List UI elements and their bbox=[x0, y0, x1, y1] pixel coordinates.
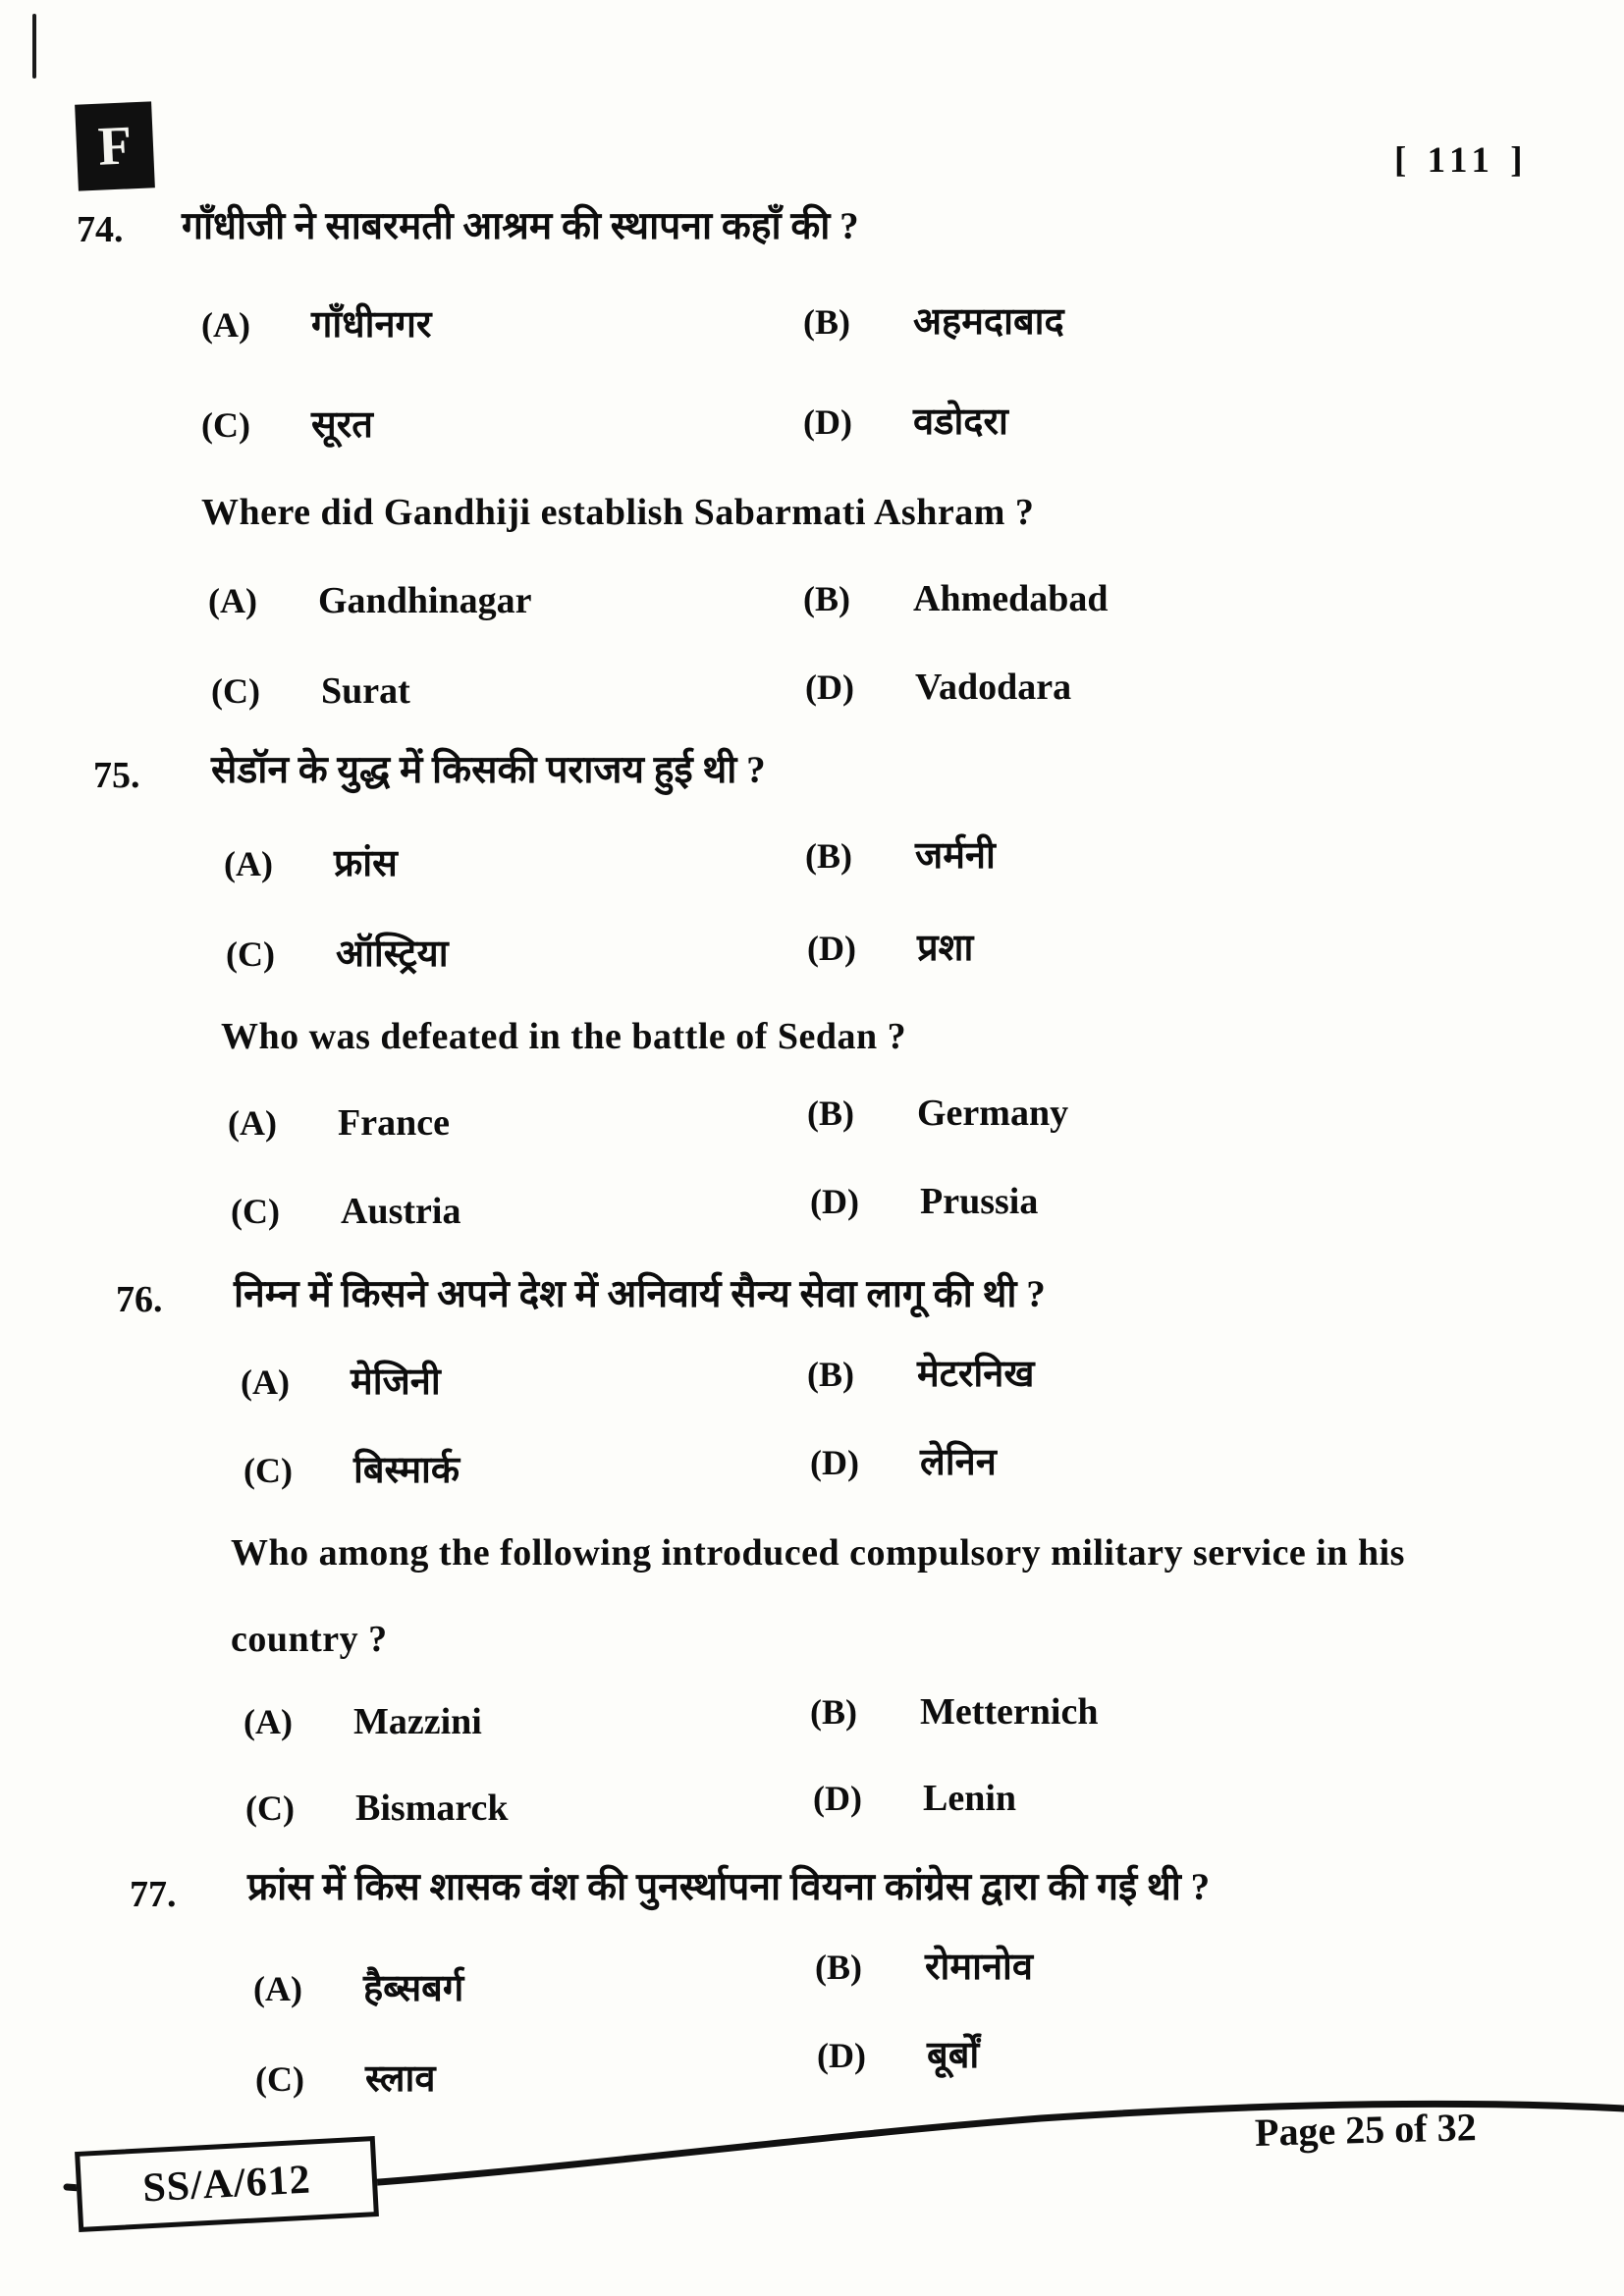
option-letter: (A) bbox=[228, 1103, 277, 1143]
option-c-english bbox=[211, 669, 410, 713]
option-letter: (A) bbox=[208, 581, 257, 620]
option-a-hindi bbox=[201, 297, 431, 348]
option-c-hindi bbox=[244, 1443, 460, 1494]
option-d-english bbox=[805, 666, 1071, 709]
option-letter: (A) bbox=[241, 1362, 290, 1402]
option-letter: (C) bbox=[245, 1789, 295, 1828]
question-number: 74. bbox=[77, 209, 124, 250]
option-letter: (B) bbox=[807, 1355, 854, 1394]
option-c-hindi bbox=[226, 927, 449, 978]
option-text: जर्मनी bbox=[915, 835, 996, 877]
option-letter: (A) bbox=[224, 844, 273, 883]
option-text: मेटरनिख bbox=[917, 1354, 1035, 1395]
option-text: Germany bbox=[917, 1093, 1069, 1134]
option-letter: (C) bbox=[211, 671, 260, 711]
option-text: Metternich bbox=[920, 1691, 1099, 1733]
form-code-label: F bbox=[96, 115, 134, 178]
option-c-hindi bbox=[201, 398, 373, 449]
option-letter: (D) bbox=[813, 1779, 862, 1818]
option-text: Gandhinagar bbox=[318, 580, 532, 621]
form-code-badge bbox=[75, 101, 155, 190]
option-letter: (B) bbox=[815, 1948, 862, 1987]
option-a-hindi bbox=[224, 836, 398, 887]
booklet-code-label: SS/A/612 bbox=[141, 2157, 312, 2212]
option-text: बूर्बों bbox=[927, 2035, 980, 2076]
option-b-english bbox=[810, 1690, 1098, 1734]
option-d-english bbox=[810, 1180, 1038, 1223]
question-text-english: Where did Gandhiji establish Sabarmati Ashram ? bbox=[201, 492, 1035, 533]
option-b-hindi bbox=[803, 294, 1064, 346]
option-letter: (D) bbox=[810, 1182, 859, 1221]
option-letter: (B) bbox=[805, 836, 852, 876]
option-b-hindi bbox=[807, 1347, 1034, 1398]
option-d-hindi bbox=[803, 395, 1008, 446]
option-d-english bbox=[813, 1777, 1016, 1820]
option-letter: (B) bbox=[810, 1692, 857, 1732]
option-text: सूरत bbox=[311, 404, 373, 446]
question-text-hindi: गाँधीजी ने साबरमती आश्रम की स्थापना कहाँ की ? bbox=[182, 205, 859, 247]
option-d-hindi bbox=[817, 2028, 979, 2079]
booklet-code-box bbox=[75, 2136, 379, 2232]
scan-edge-mark bbox=[32, 14, 36, 79]
option-letter: (C) bbox=[255, 2059, 304, 2099]
option-letter: (B) bbox=[803, 302, 850, 342]
option-a-english bbox=[208, 579, 532, 622]
option-a-english bbox=[228, 1101, 450, 1145]
option-b-english bbox=[807, 1092, 1068, 1135]
option-letter: (C) bbox=[244, 1451, 293, 1490]
option-a-hindi bbox=[253, 1961, 463, 2012]
option-text: Bismarck bbox=[355, 1788, 509, 1829]
option-letter: (D) bbox=[810, 1443, 859, 1482]
option-text: प्रशा bbox=[917, 928, 974, 969]
option-text: गाँधीनगर bbox=[311, 304, 432, 346]
option-b-hindi bbox=[805, 828, 996, 880]
option-text: Ahmedabad bbox=[913, 578, 1109, 619]
question-text-english: Who was defeated in the battle of Sedan ? bbox=[221, 1016, 907, 1057]
option-text: Lenin bbox=[923, 1778, 1017, 1819]
option-text: वडोदरा bbox=[913, 401, 1008, 443]
option-d-hindi bbox=[807, 921, 973, 972]
option-c-english bbox=[231, 1190, 460, 1233]
option-letter: (B) bbox=[803, 579, 850, 618]
option-letter: (A) bbox=[253, 1969, 302, 2008]
question-number: 77. bbox=[130, 1874, 177, 1915]
question-number: 75. bbox=[93, 755, 140, 796]
option-b-english bbox=[803, 577, 1109, 620]
option-text: मेजिनी bbox=[351, 1362, 441, 1403]
option-text: ऑस्ट्रिया bbox=[336, 934, 449, 975]
option-a-english bbox=[244, 1700, 482, 1743]
option-text: स्लाव bbox=[365, 2058, 436, 2100]
option-letter: (A) bbox=[201, 305, 250, 345]
option-c-hindi bbox=[255, 2052, 436, 2103]
option-text: Prussia bbox=[920, 1181, 1039, 1222]
option-letter: (C) bbox=[231, 1192, 280, 1231]
option-letter: (A) bbox=[244, 1702, 293, 1741]
option-text: Austria bbox=[341, 1191, 461, 1232]
option-letter: (C) bbox=[201, 405, 250, 445]
question-number: 76. bbox=[116, 1279, 163, 1320]
option-c-english bbox=[245, 1787, 509, 1830]
page-number-bracket: [ 111 ] bbox=[1394, 140, 1529, 181]
option-text: France bbox=[338, 1102, 450, 1144]
option-text: अहमदाबाद bbox=[913, 301, 1064, 343]
question-text-hindi: फ्रांस में किस शासक वंश की पुनर्स्थापना वियना कांग्रेस द्वारा की गई थी ? bbox=[247, 1866, 1211, 1908]
question-text-hindi: निम्न में किसने अपने देश में अनिवार्य सैन्य सेवा लागू की थी ? bbox=[234, 1273, 1046, 1315]
question-text-hindi: सेडॉन के युद्ध में किसकी पराजय हुई थी ? bbox=[211, 749, 766, 791]
option-text: लेनिन bbox=[920, 1442, 997, 1483]
page-indicator: Page 25 of 32 bbox=[1254, 2105, 1478, 2155]
option-text: बिस्मार्क bbox=[353, 1450, 460, 1491]
option-d-hindi bbox=[810, 1435, 997, 1486]
option-letter: (B) bbox=[807, 1094, 854, 1133]
option-text: Surat bbox=[321, 670, 410, 712]
option-b-hindi bbox=[815, 1940, 1033, 1991]
option-text: Vadodara bbox=[915, 667, 1072, 708]
option-letter: (D) bbox=[803, 402, 852, 442]
option-text: फ्रांस bbox=[334, 843, 398, 884]
option-text: हैब्सबर्ग bbox=[363, 1968, 464, 2009]
option-a-hindi bbox=[241, 1355, 441, 1406]
question-text-english: Who among the following introduced compulsory military service in his country ? bbox=[231, 1532, 1405, 1660]
option-letter: (D) bbox=[805, 667, 854, 707]
option-letter: (C) bbox=[226, 934, 275, 974]
option-letter: (D) bbox=[817, 2036, 866, 2075]
option-text: रोमानोव bbox=[925, 1947, 1034, 1988]
option-text: Mazzini bbox=[353, 1701, 482, 1742]
option-letter: (D) bbox=[807, 929, 856, 968]
